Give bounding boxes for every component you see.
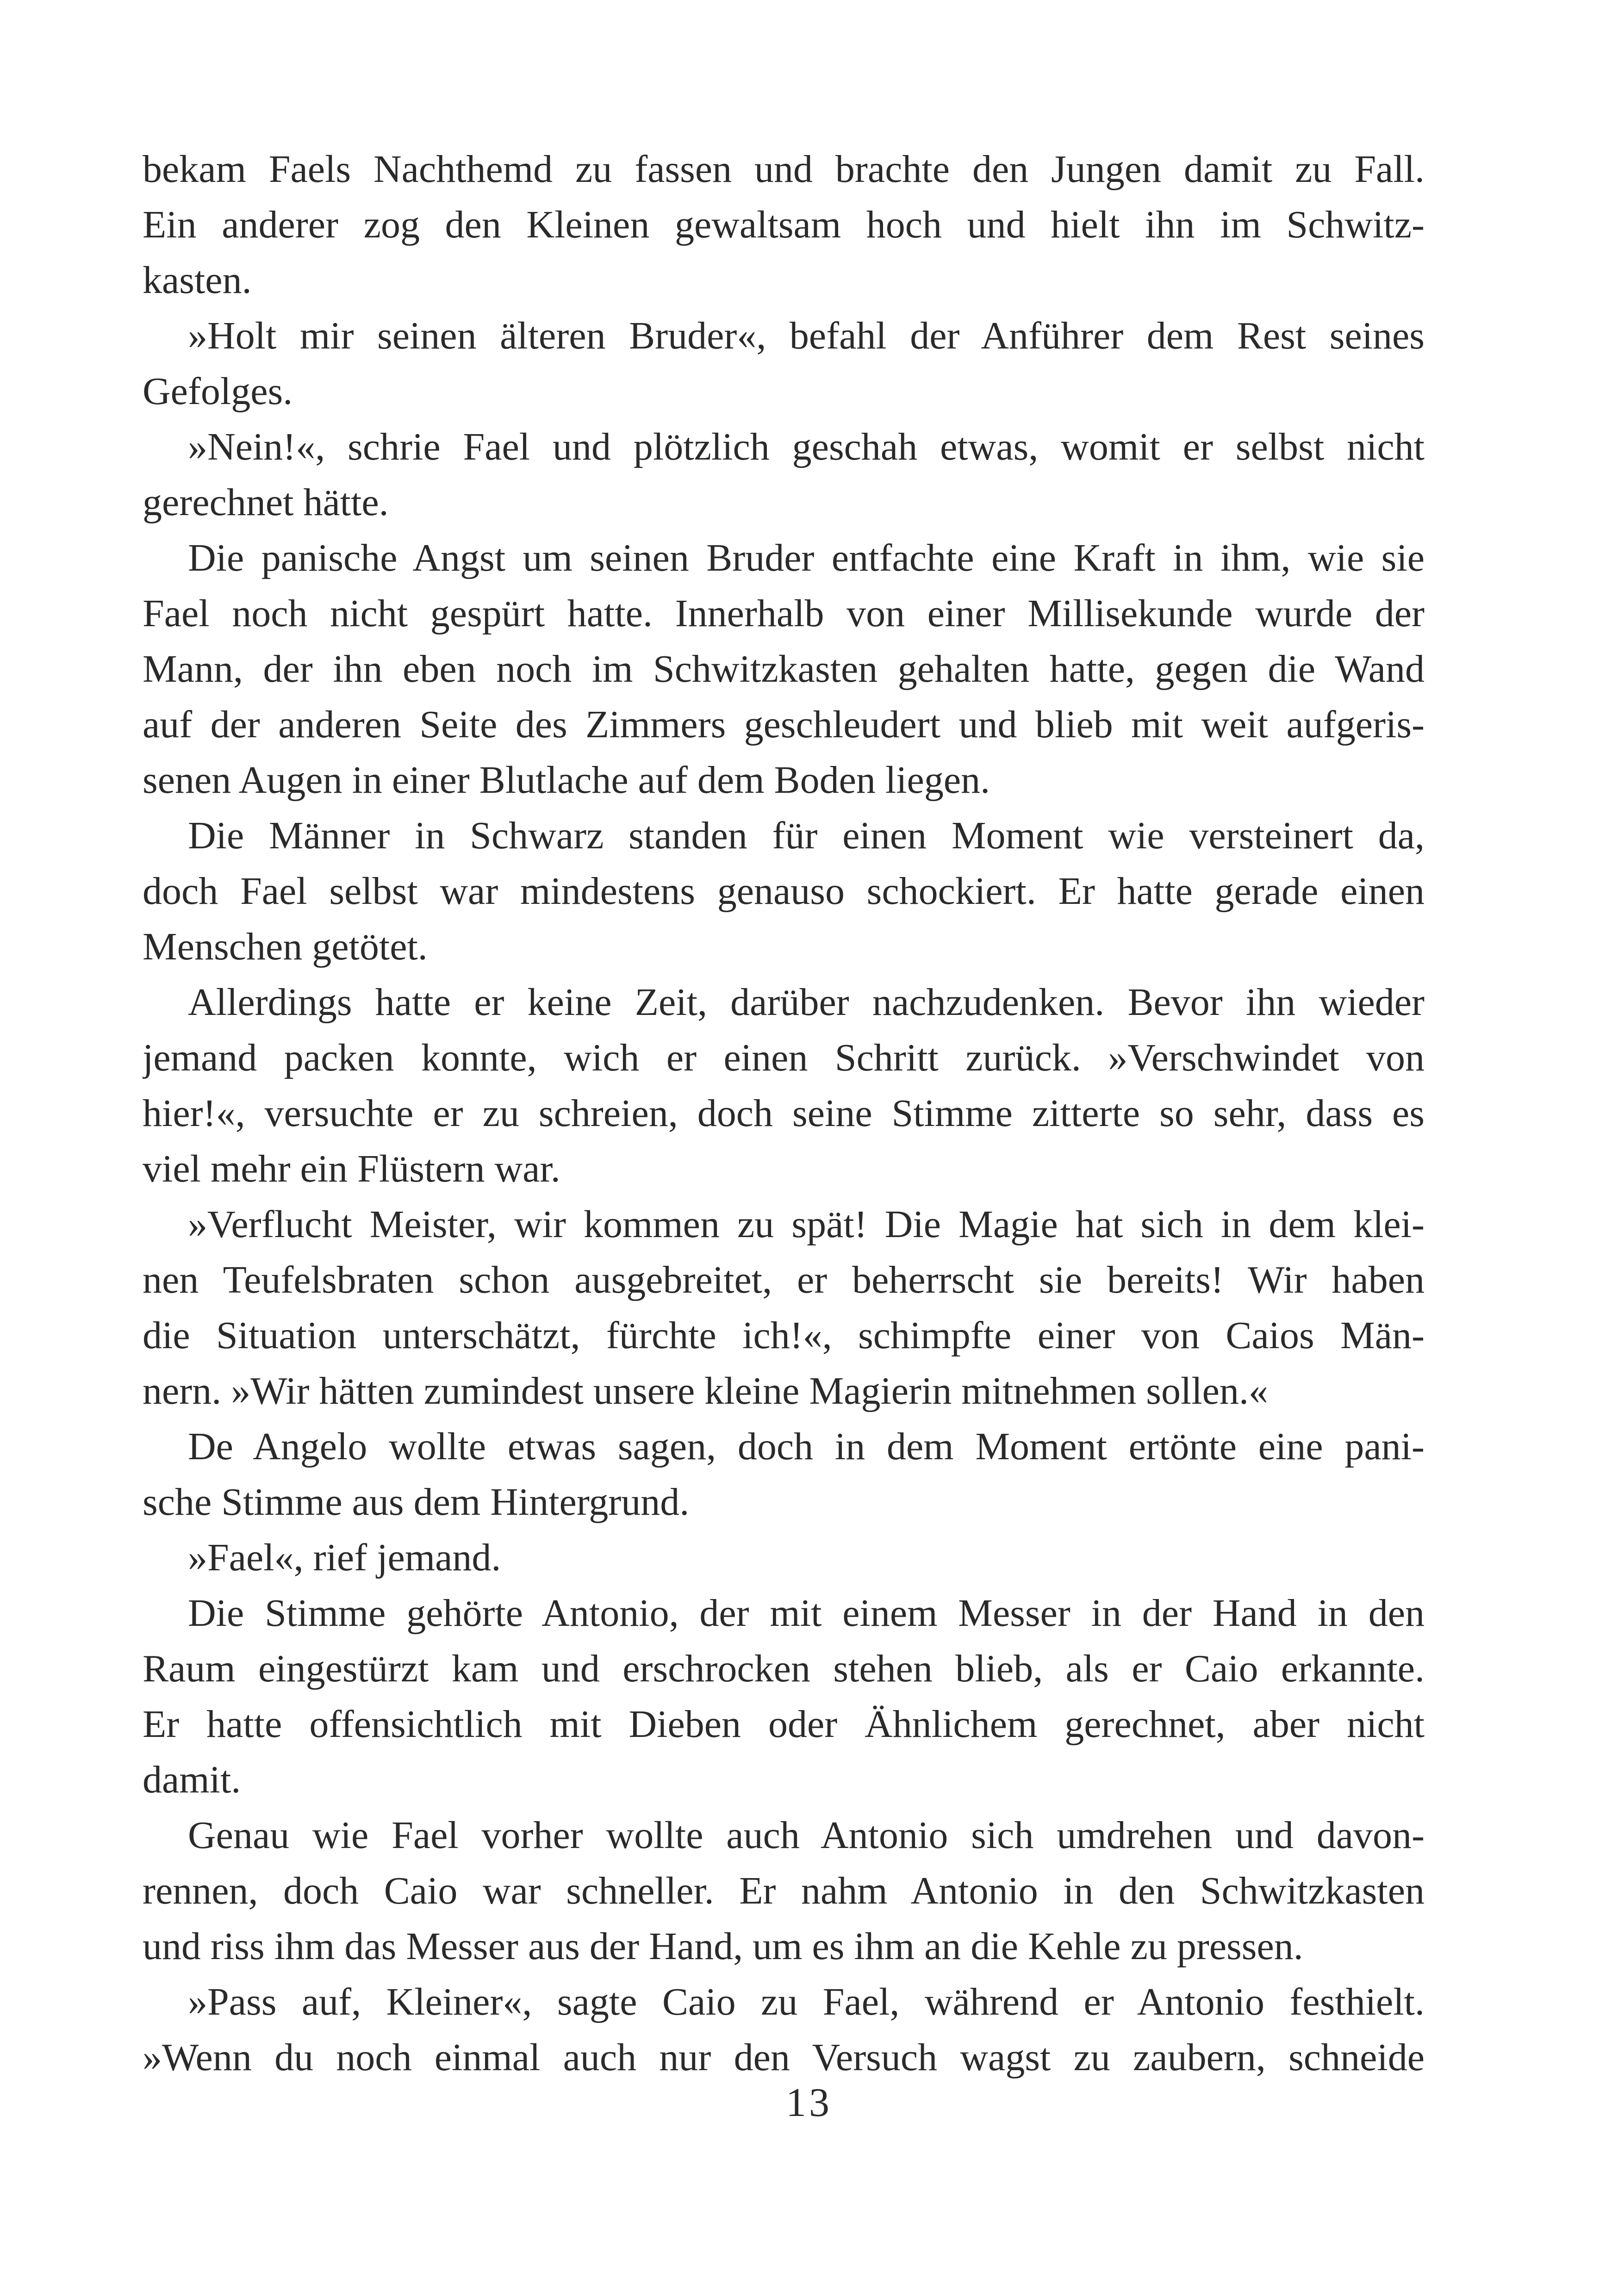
text-line: De Angelo wollte etwas sagen, doch in dem Moment ertönte eine pani- [188,1425,1425,1468]
text-line: Raum eingestürzt kam und erschrocken stehen blieb, als er Caio erkannte. [143,1647,1425,1690]
text-line: nen Teufelsbraten schon ausgebreitet, er beherrscht sie bereits! Wir haben [143,1258,1425,1301]
text-line: »Pass auf, Kleiner«, sagte Caio zu Fael, während er Antonio festhielt. [188,1980,1425,2023]
text-line: Gefolges. [143,370,293,413]
text-line: Ein anderer zog den Kleinen gewaltsam hoch und hielt ihn im Schwitz- [143,203,1425,246]
page-number: 13 [786,2080,832,2125]
text-line: viel mehr ein Flüstern war. [143,1147,560,1190]
text-line: »Wenn du noch einmal auch nur den Versuch wagst zu zaubern, schneide [143,2036,1425,2079]
text-line: Genau wie Fael vorher wollte auch Antonio sich umdrehen und davon- [188,1814,1425,1857]
text-line: bekam Faels Nachthemd zu fassen und brachte den Jungen damit zu Fall. [143,148,1425,191]
text-line: kasten. [143,259,252,302]
text-line: Die Männer in Schwarz standen für einen Moment wie versteinert da, [188,814,1425,857]
text-line: »Nein!«, schrie Fael und plötzlich geschah etwas, womit er selbst nicht [188,425,1425,468]
text-line: damit. [143,1758,241,1801]
text-line: Die panische Angst um seinen Bruder entfachte eine Kraft in ihm, wie sie [188,536,1425,579]
text-line: Mann, der ihn eben noch im Schwitzkasten gehalten hatte, gegen die Wand [143,647,1425,691]
text-line: »Verflucht Meister, wir kommen zu spät! Die Magie hat sich in dem klei- [188,1203,1425,1246]
text-line: senen Augen in einer Blutlache auf dem Boden liegen. [143,759,990,802]
body-text [143,142,1425,2085]
text-line: »Holt mir seinen älteren Bruder«, befahl der Anführer dem Rest seines [188,314,1425,357]
text-line: Fael noch nicht gespürt hatte. Innerhalb von einer Millisekunde wurde der [143,592,1425,635]
text-line: sche Stimme aus dem Hintergrund. [143,1481,690,1524]
text-line: Die Stimme gehörte Antonio, der mit einem Messer in der Hand in den [188,1592,1425,1635]
text-line: rennen, doch Caio war schneller. Er nahm Antonio in den Schwitzkasten [143,1869,1425,1912]
text-line: die Situation unterschätzt, fürchte ich!«, schimpfte einer von Caios Män- [143,1314,1425,1357]
text-line: doch Fael selbst war mindestens genauso schockiert. Er hatte gerade einen [143,870,1425,913]
text-line: Er hatte offensichtlich mit Dieben oder Ähnlichem gerechnet, aber nicht [143,1703,1425,1746]
text-line: hier!«, versuchte er zu schreien, doch seine Stimme zitterte so sehr, dass es [143,1092,1425,1135]
text-line: »Fael«, rief jemand. [188,1536,501,1579]
text-line: nern. »Wir hätten zumindest unsere kleine Magierin mitnehmen sollen.« [143,1369,1268,1412]
text-line: Allerdings hatte er keine Zeit, darüber nachzudenken. Bevor ihn wieder [188,981,1425,1024]
text-line: gerechnet hätte. [143,481,389,524]
text-line: und riss ihm das Messer aus der Hand, um es ihm an die Kehle zu pressen. [143,1925,1303,1968]
text-line: jemand packen konnte, wich er einen Schritt zurück. »Verschwindet von [143,1036,1425,1079]
text-line: auf der anderen Seite des Zimmers geschleudert und blieb mit weit aufgeris- [143,703,1425,746]
text-line: Menschen getötet. [143,925,428,968]
